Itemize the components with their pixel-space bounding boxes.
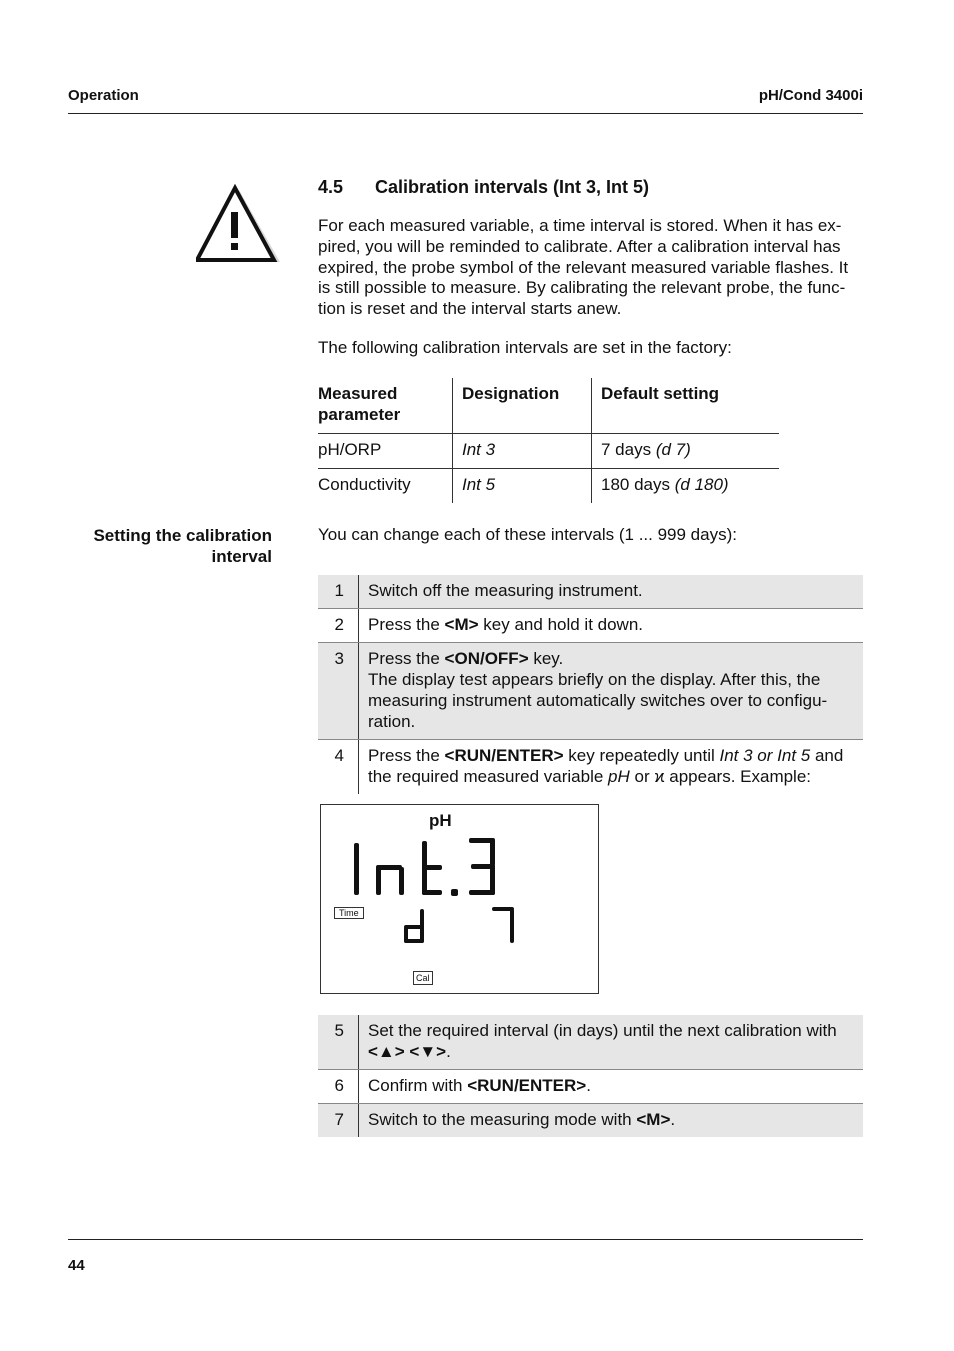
- display-cal-indicator: Cal: [413, 971, 433, 985]
- lcd-dot-segment: [451, 889, 458, 896]
- display-unit-label: pH: [429, 811, 452, 830]
- step-number: 2: [318, 609, 359, 643]
- display-time-indicator: Time: [334, 907, 364, 919]
- step-text: Confirm with <RUN/ENTER>.: [359, 1070, 864, 1104]
- lcd-segment: [422, 890, 442, 895]
- factory-note: The following calibration intervals are set in the factory:: [318, 338, 732, 357]
- running-header-product: pH/Cond 3400i: [758, 87, 863, 104]
- change-note: You can change each of these intervals (1 ... 999 days):: [318, 525, 737, 544]
- page-number: 44: [68, 1257, 85, 1274]
- section-title: Calibration intervals (Int 3, Int 5): [375, 177, 650, 197]
- parameter-cell: pH/ORP: [318, 434, 453, 469]
- step-text: Switch off the measuring instrument.: [359, 575, 864, 609]
- step-row: [318, 1015, 863, 1070]
- lcd-segment: [490, 840, 495, 866]
- running-header-section: Operation: [68, 87, 139, 104]
- default-cell: 180 days (d 180): [592, 469, 780, 504]
- intro-line: pired, you will be reminded to calibrate. After a calibration interval has: [318, 236, 841, 256]
- lcd-segment: [399, 867, 404, 895]
- intro-paragraph: [318, 216, 866, 320]
- section-number: 4.5: [318, 177, 344, 197]
- factory-intervals-table: [318, 378, 779, 503]
- step-text: Press the <ON/OFF> key. The display test appears briefly on the display. After this, the measuring instrument automatically switches over to configu- ration.: [359, 643, 864, 740]
- footer-rule: [68, 1239, 863, 1240]
- intro-line: For each measured variable, a time interval is stored. When it has ex-: [318, 216, 842, 235]
- intro-line: is still possible to measure. By calibrating the relevant probe, the func-: [318, 278, 846, 298]
- header-rule: [68, 113, 863, 114]
- designation-cell: Int 5: [453, 469, 592, 504]
- lcd-segment: [376, 867, 381, 895]
- side-heading-line: Setting the calibration: [93, 526, 272, 545]
- default-cell: 7 days (d 7): [592, 434, 780, 469]
- column-header: Measured parameter: [318, 384, 401, 424]
- lcd-display-example: [320, 804, 599, 994]
- side-heading-line: interval: [211, 547, 272, 566]
- lcd-segment: [510, 909, 514, 943]
- intro-line: expired, the probe symbol of the relevant measured variable flashes. It: [318, 257, 849, 277]
- step-row: [318, 643, 863, 740]
- intro-line: tion is reset and the interval starts anew.: [318, 299, 622, 319]
- lcd-segment: [354, 843, 359, 895]
- designation-cell: Int 3: [453, 434, 592, 469]
- table-header-row: [318, 378, 779, 434]
- column-header: Designation: [453, 378, 592, 434]
- lcd-segment: [469, 890, 495, 895]
- step-row: [318, 740, 863, 795]
- step-row: [318, 575, 863, 609]
- step-number: 7: [318, 1104, 359, 1138]
- table-row: [318, 434, 779, 469]
- step-text: Set the required interval (in days) until the next calibration with <▲> <▼>.: [359, 1015, 864, 1070]
- table-row: [318, 469, 779, 504]
- steps-table-b: [318, 1015, 863, 1137]
- steps-table-a: [318, 575, 863, 794]
- step-row: [318, 1070, 863, 1104]
- conductivity-symbol: ϰ: [654, 767, 665, 786]
- parameter-cell: Conductivity: [318, 469, 453, 504]
- step-row: [318, 1104, 863, 1138]
- step-number: 1: [318, 575, 359, 609]
- section-heading: [318, 177, 649, 198]
- lcd-segment: [422, 865, 442, 870]
- step-number: 5: [318, 1015, 359, 1070]
- step-number: 3: [318, 643, 359, 740]
- side-heading: [68, 525, 272, 567]
- step-text: Press the <M> key and hold it down.: [359, 609, 864, 643]
- column-header: Default setting: [592, 378, 780, 434]
- warning-icon: [196, 184, 282, 264]
- step-number: 4: [318, 740, 359, 795]
- step-text: Switch to the measuring mode with <M>.: [359, 1104, 864, 1138]
- step-text: Press the <RUN/ENTER> key repeatedly until Int 3 or Int 5 and the required measured variable pH or ϰ appears. Example:: [368, 746, 844, 786]
- step-number: 6: [318, 1070, 359, 1104]
- lcd-segment: [420, 909, 424, 943]
- step-row: [318, 609, 863, 643]
